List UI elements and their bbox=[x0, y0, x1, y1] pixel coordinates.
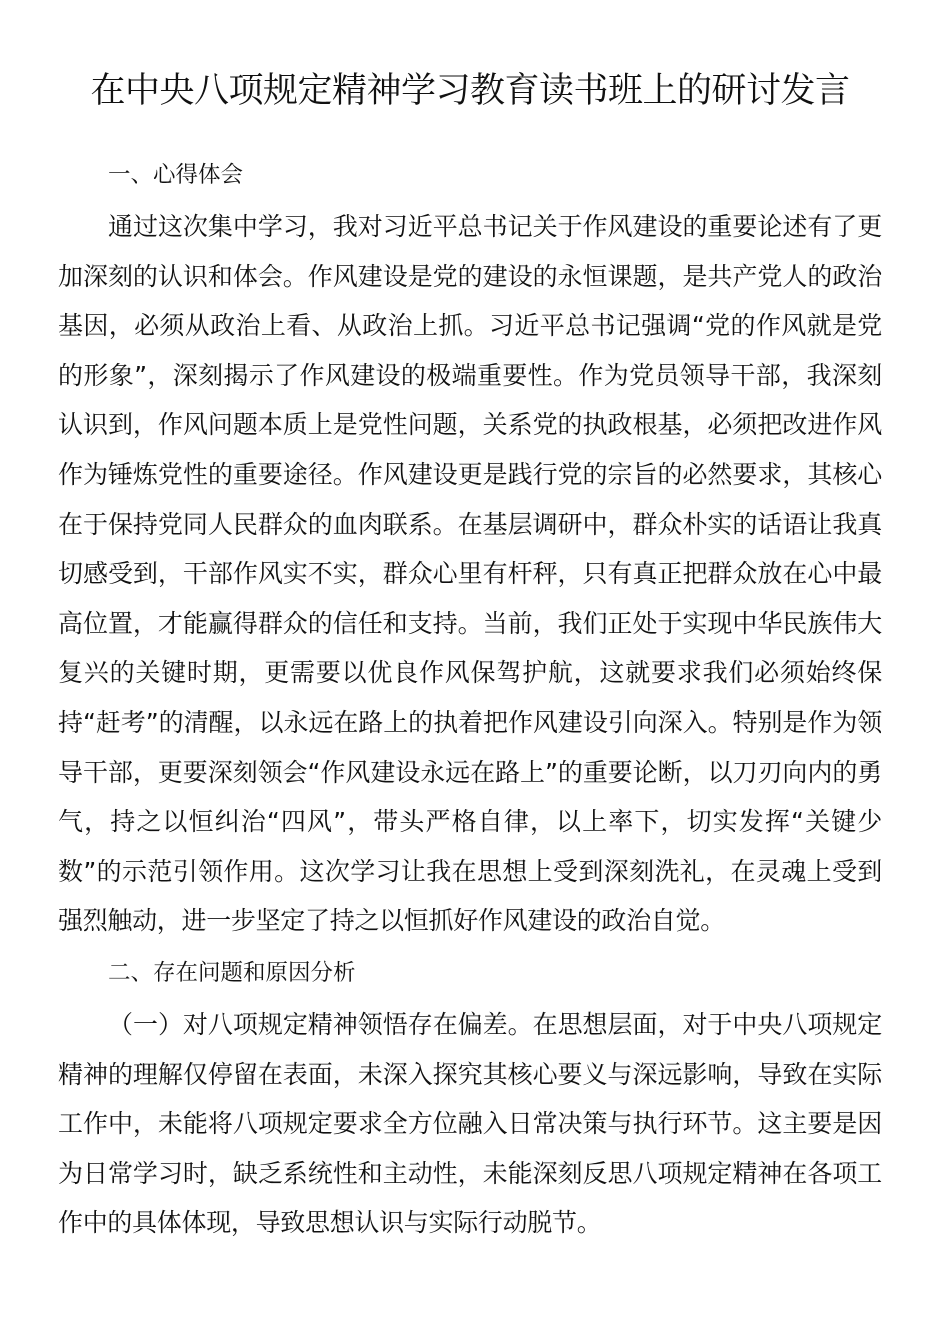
section-2-paragraph: （一）对八项规定精神领悟存在偏差。在思想层面，对于中央八项规定精神的理解仅停留在表面，未深入探究其核心要义与深远影响，导致在实际工作中，未能将八项规定要求全方位融入日常决策与执行环节。这主要是因为日常学习时，缺乏系统性和主动性，未能深刻反思八项规定精神在各项工作中的具体体现，导致思想认识与实际行动脱节。 bbox=[58, 1009, 882, 1238]
section-heading-2: 二、存在问题和原因分析 bbox=[108, 959, 356, 986]
page-title: 在中央八项规定精神学习教育读书班上的研讨发言 bbox=[90, 71, 850, 111]
section-heading-1: 一、心得体会 bbox=[108, 162, 244, 188]
section-1-paragraph: 通过这次集中学习，我对习近平总书记关于作风建设的重要论述有了更加深刻的认识和体会。作风建设是党的建设的永恒课题，是共产党人的政治基因，必须从政治上看、从政治上抓。习近平总书记强调“党的作风就是党的形象”，深刻揭示了作风建设的极端重要性。作为党员领导干部，我深刻认识到，作风问题本质上是党性问题，关系党的执政根基，必须把改进作风作为锤炼党性的重要途径。作风建设更是践行党的宗旨的必然要求，其核心在于保持党同人民群众的血肉联系。在基层调研中，群众朴实的话语让我真切感受到，干部作风实不实，群众心里有杆秤，只有真正把群众放在心中最高位置，才能赢得群众的信任和支持。当前，我们正处于实现中华民族伟大复兴的关键时期，更需要以优良作风保驾护航，这就要求我们必须始终保持“赶考”的清醒，以永远在路上的执着把作风建设引向深入。特别是作为领导干部，更要深刻领会“作风建设永远在路上”的重要论断，以刀刃向内的勇气，持之以恒纠治“四风”，带头严格自律，以上率下，切实发挥“关键少数”的示范引领作用。这次学习让我在思想上受到深刻洗礼，在灵魂上受到强烈触动，进一步坚定了持之以恒抓好作风建设的政治自觉。 bbox=[58, 212, 882, 936]
